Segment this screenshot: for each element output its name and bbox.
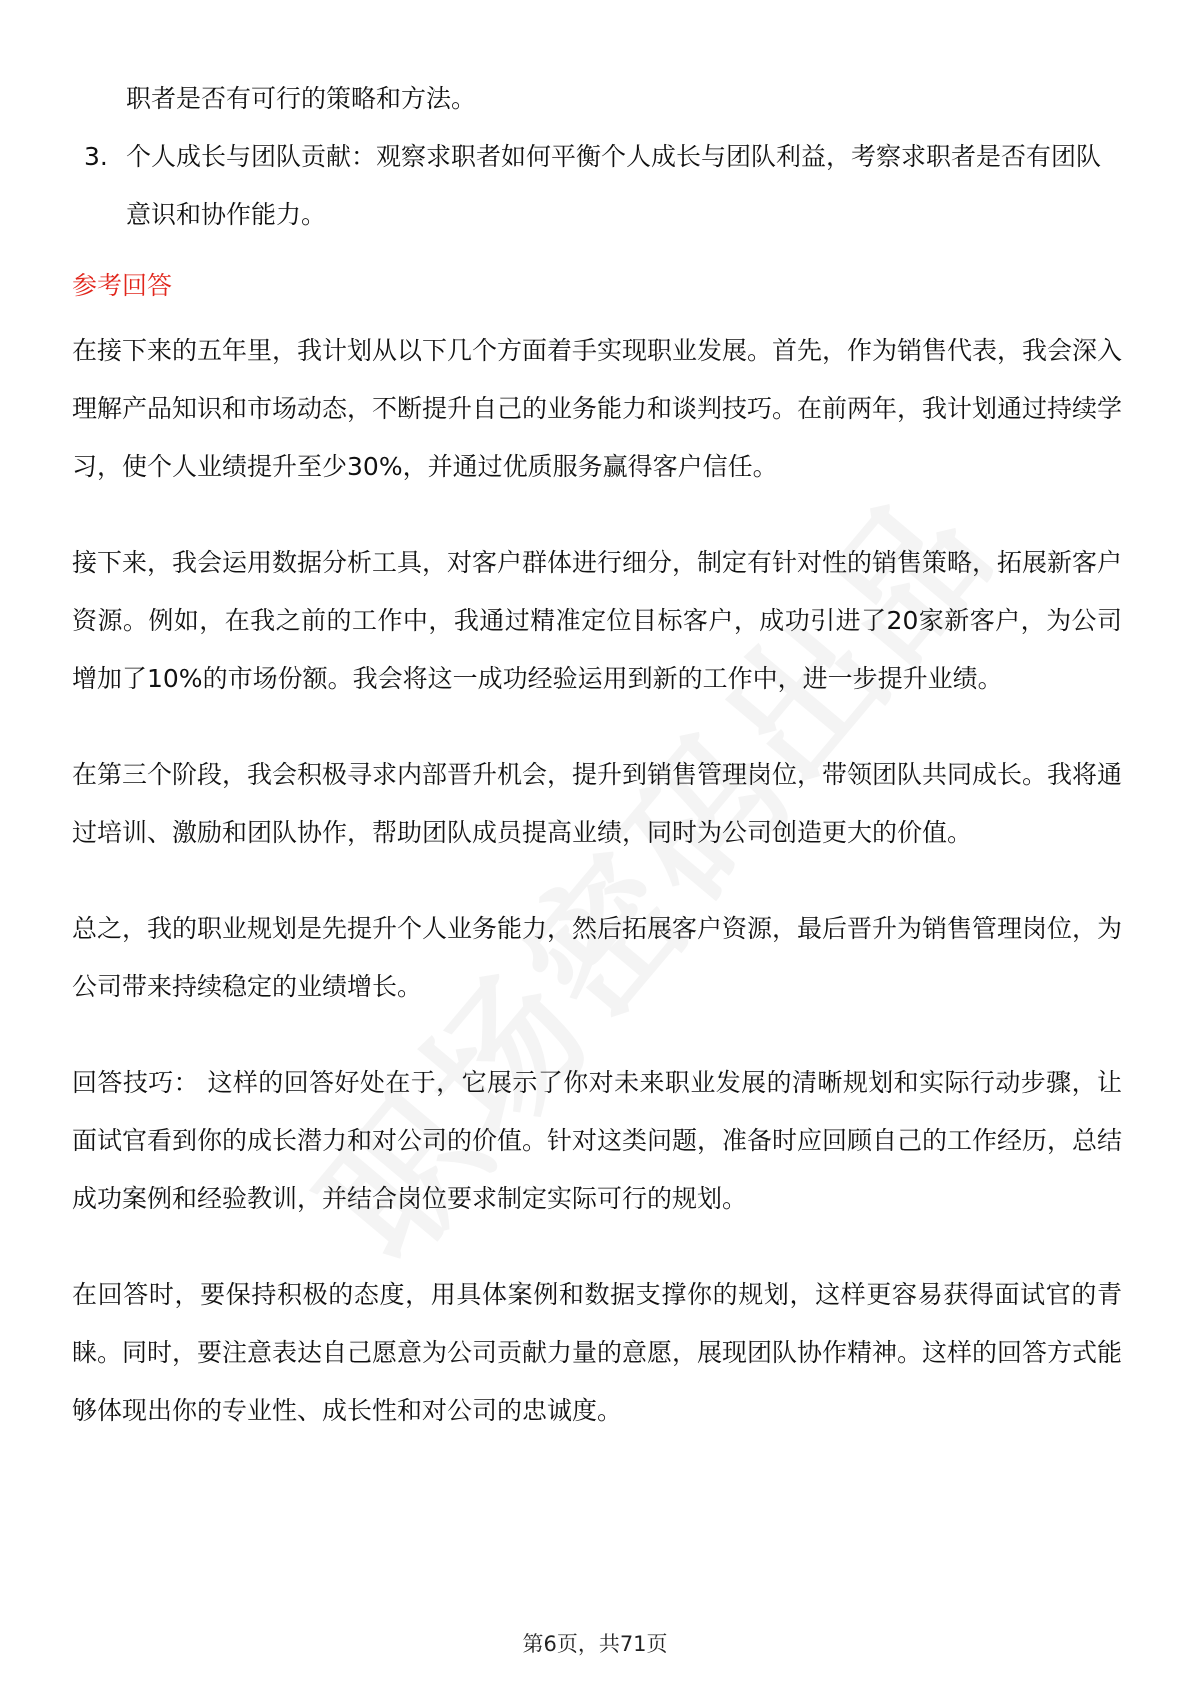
paragraph: 接下来，我会运用数据分析工具，对客户群体进行细分，制定有针对性的销售策略，拓展新客户资源。例如，在我之前的工作中，我通过精准定位目标客户，成功引进了20家新客户，为公司增加了10%的市场份额。我会将这一成功经验运用到新的工作中，进一步提升业绩。 [72, 548, 1123, 693]
paragraph: 在第三个阶段，我会积极寻求内部晋升机会，提升到销售管理岗位，带领团队共同成长。我将通过培训、激励和团队协作，帮助团队成员提高业绩，同时为公司创造更大的价值。 [72, 760, 1123, 847]
paragraph: 在回答时，要保持积极的态度，用具体案例和数据支撑你的规划，这样更容易获得面试官的青睐。同时，要注意表达自己愿意为公司贡献力量的意愿，展现团队协作精神。这样的回答方式能够体现出你的专业性、成长性和对公司的忠诚度。 [72, 1280, 1123, 1425]
page-footer: 第6页，共71页 [522, 1632, 668, 1656]
list-item-text: 个人成长与团队贡献：观察求职者如何平衡个人成长与团队利益，考察求职者是否有团队意识和协作能力。 [126, 142, 1102, 229]
list-item-3 [72, 128, 1122, 244]
section-title-reference-answer: 参考回答 [72, 271, 173, 300]
paragraph: 总之，我的职业规划是先提升个人业务能力，然后拓展客户资源，最后晋升为销售管理岗位，为公司带来持续稳定的业绩增长。 [72, 914, 1123, 1001]
paragraph-answer-tips: 回答技巧： 这样的回答好处在于，它展示了你对未来职业发展的清晰规划和实际行动步骤，让面试官看到你的成长潜力和对公司的价值。针对这类问题，准备时应回顾自己的工作经历，总结成功案例和经验教训，并结合岗位要求制定实际可行的规划。 [72, 1068, 1123, 1213]
paragraph: 在接下来的五年里，我计划从以下几个方面着手实现职业发展。首先，作为销售代表，我会深入理解产品知识和市场动态，不断提升自己的业务能力和谈判技巧。在前两年，我计划通过持续学习，使个人业绩提升至少30%，并通过优质服务赢得客户信任。 [72, 336, 1123, 481]
list-item-2-continuation: 职者是否有可行的策略和方法。 [126, 84, 477, 113]
list-item-number: 3. [84, 142, 108, 171]
page-content [72, 70, 1122, 1478]
